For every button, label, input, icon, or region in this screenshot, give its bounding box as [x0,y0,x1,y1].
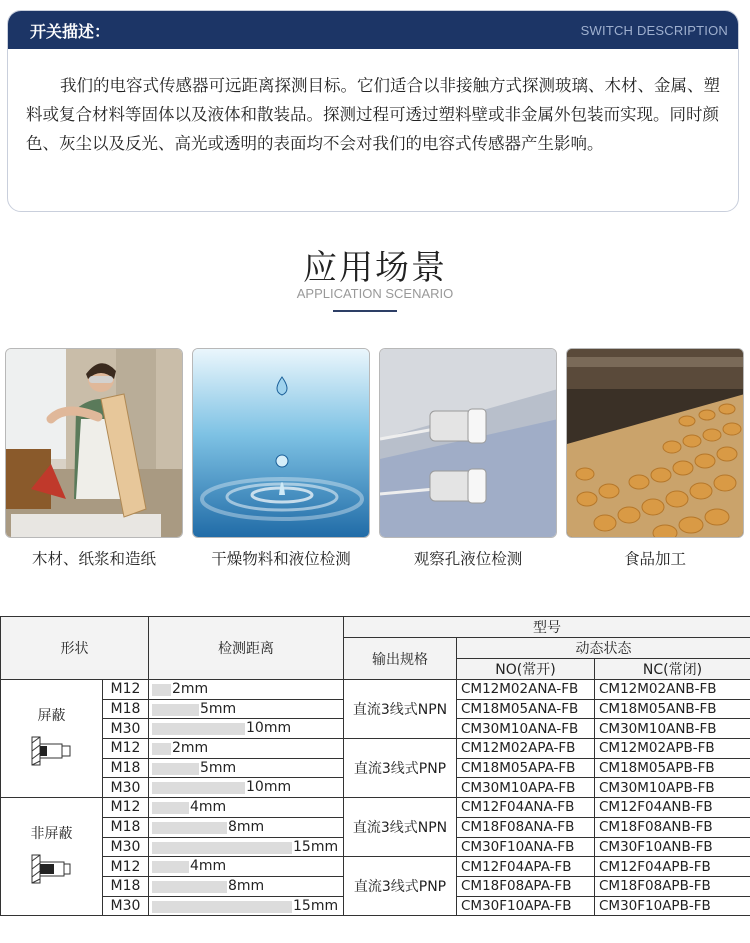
model-no-cell: CM12F04APA-FB [457,857,595,877]
distance-bar [152,763,199,775]
tank-sensor-illustration [380,349,557,538]
distance-value: 4mm [190,858,227,875]
model-spec-table [0,616,750,916]
distance-bar [152,782,245,794]
header-distance: 检测距离 [149,617,344,680]
distance-cell [149,876,344,896]
size-cell: M18 [103,817,149,837]
distance-cell [149,896,344,916]
header-dynamic: 动态状态 [457,638,750,659]
scene-image-tank [379,348,557,538]
table-row [1,798,750,818]
table-row [1,680,750,700]
output-spec-cell: 直流3线式PNP [344,857,457,916]
distance-cell [149,798,344,818]
shape-label: 非屏蔽 [30,825,73,842]
shape-cell [1,798,103,916]
model-nc-cell: CM30F10ANB-FB [595,837,750,857]
title-underline [333,310,397,312]
description-title: 开关描述： [30,21,111,41]
model-no-cell: CM30M10APA-FB [457,778,595,798]
distance-value: 15mm [293,897,339,914]
distance-value: 15mm [293,838,339,855]
application-title-en: APPLICATION SCENARIO [296,286,454,301]
distance-bar [152,901,292,913]
distance-bar [152,802,189,814]
size-cell: M18 [103,699,149,719]
distance-cell [149,680,344,700]
output-spec-cell: 直流3线式PNP [344,739,457,798]
model-no-cell: CM18F08APA-FB [457,876,595,896]
distance-cell [149,758,344,778]
header-output: 输出规格 [344,638,457,680]
description-text: 我们的电容式传感器可远距离探测目标。它们适合以非接触方式探测玻璃、木材、金属、塑料或复合材料等固体以及液体和散装品。探测过程可透过塑料壁或非金属外包装而实现。同时颜色、灰尘以及反光、高光或透明的表面均不会对我们的电容式传感器产生影响。 [26,76,720,153]
shape-label: 屏蔽 [37,707,66,724]
distance-bar [152,684,171,696]
model-nc-cell: CM30M10ANB-FB [595,719,750,739]
scene-label-tank: 观察孔液位检测 [413,550,523,568]
size-cell: M30 [103,778,149,798]
model-nc-cell: CM18F08ANB-FB [595,817,750,837]
distance-cell [149,778,344,798]
size-cell: M12 [103,798,149,818]
model-no-cell: CM12M02ANA-FB [457,680,595,700]
table-row [1,739,750,759]
shielded-sensor-icon [30,733,74,769]
size-cell: M30 [103,719,149,739]
model-nc-cell: CM30F10APB-FB [595,896,750,916]
model-nc-cell: CM30M10APB-FB [595,778,750,798]
model-no-cell: CM18M05ANA-FB [457,699,595,719]
distance-bar [152,743,171,755]
distance-value: 8mm [228,818,265,835]
distance-bar [152,723,245,735]
model-nc-cell: CM12F04APB-FB [595,857,750,877]
size-cell: M12 [103,857,149,877]
model-no-cell: CM30F10ANA-FB [457,837,595,857]
application-title: 应用场景 [303,248,447,288]
distance-cell [149,837,344,857]
description-header [8,11,738,49]
distance-bar [152,704,199,716]
model-nc-cell: CM12M02ANB-FB [595,680,750,700]
scene-image-food [566,348,744,538]
model-nc-cell: CM18F08APB-FB [595,876,750,896]
distance-cell [149,817,344,837]
distance-cell [149,699,344,719]
size-cell: M18 [103,758,149,778]
distance-bar [152,861,189,873]
distance-cell [149,739,344,759]
water-drop-illustration [193,349,370,538]
distance-value: 10mm [246,779,292,796]
distance-value: 4mm [190,799,227,816]
model-no-cell: CM30F10APA-FB [457,896,595,916]
distance-value: 10mm [246,720,292,737]
header-model: 型号 [344,617,750,638]
model-no-cell: CM18F08ANA-FB [457,817,595,837]
distance-value: 5mm [200,700,237,717]
size-cell: M18 [103,876,149,896]
model-no-cell: CM30M10ANA-FB [457,719,595,739]
scene-image-water [192,348,370,538]
output-spec-cell: 直流3线式NPN [344,798,457,857]
shape-cell [1,680,103,798]
distance-bar [152,822,227,834]
model-nc-cell: CM18M05ANB-FB [595,699,750,719]
scene-image-wood [5,348,183,538]
cookie-conveyor-illustration [567,349,744,538]
distance-value: 2mm [172,681,209,697]
scene-label-food: 食品加工 [623,550,686,568]
header-nc: NC(常闭) [595,659,750,680]
model-no-cell: CM18M05APA-FB [457,758,595,778]
scene-label-wood: 木材、纸浆和造纸 [31,550,156,568]
scene-label-water: 干燥物料和液位检测 [211,550,351,568]
unshielded-sensor-icon [30,851,74,887]
model-nc-cell: CM12M02APB-FB [595,739,750,759]
header-no: NO(常开) [457,659,595,680]
header-shape: 形状 [1,617,149,680]
woodworker-illustration [6,349,183,538]
size-cell: M30 [103,837,149,857]
size-cell: M30 [103,896,149,916]
model-nc-cell: CM12F04ANB-FB [595,798,750,818]
size-cell: M12 [103,739,149,759]
model-no-cell: CM12F04ANA-FB [457,798,595,818]
distance-value: 8mm [228,877,265,894]
distance-bar [152,881,227,893]
size-cell: M12 [103,680,149,700]
distance-bar [152,842,292,854]
distance-value: 2mm [172,740,209,757]
distance-cell [149,719,344,739]
model-no-cell: CM12M02APA-FB [457,739,595,759]
model-nc-cell: CM18M05APB-FB [595,758,750,778]
switch-description-card [7,10,739,212]
distance-value: 5mm [200,759,237,776]
table-row [1,857,750,877]
description-title-en: SWITCH DESCRIPTION [580,22,728,38]
output-spec-cell: 直流3线式NPN [344,680,457,739]
distance-cell [149,857,344,877]
